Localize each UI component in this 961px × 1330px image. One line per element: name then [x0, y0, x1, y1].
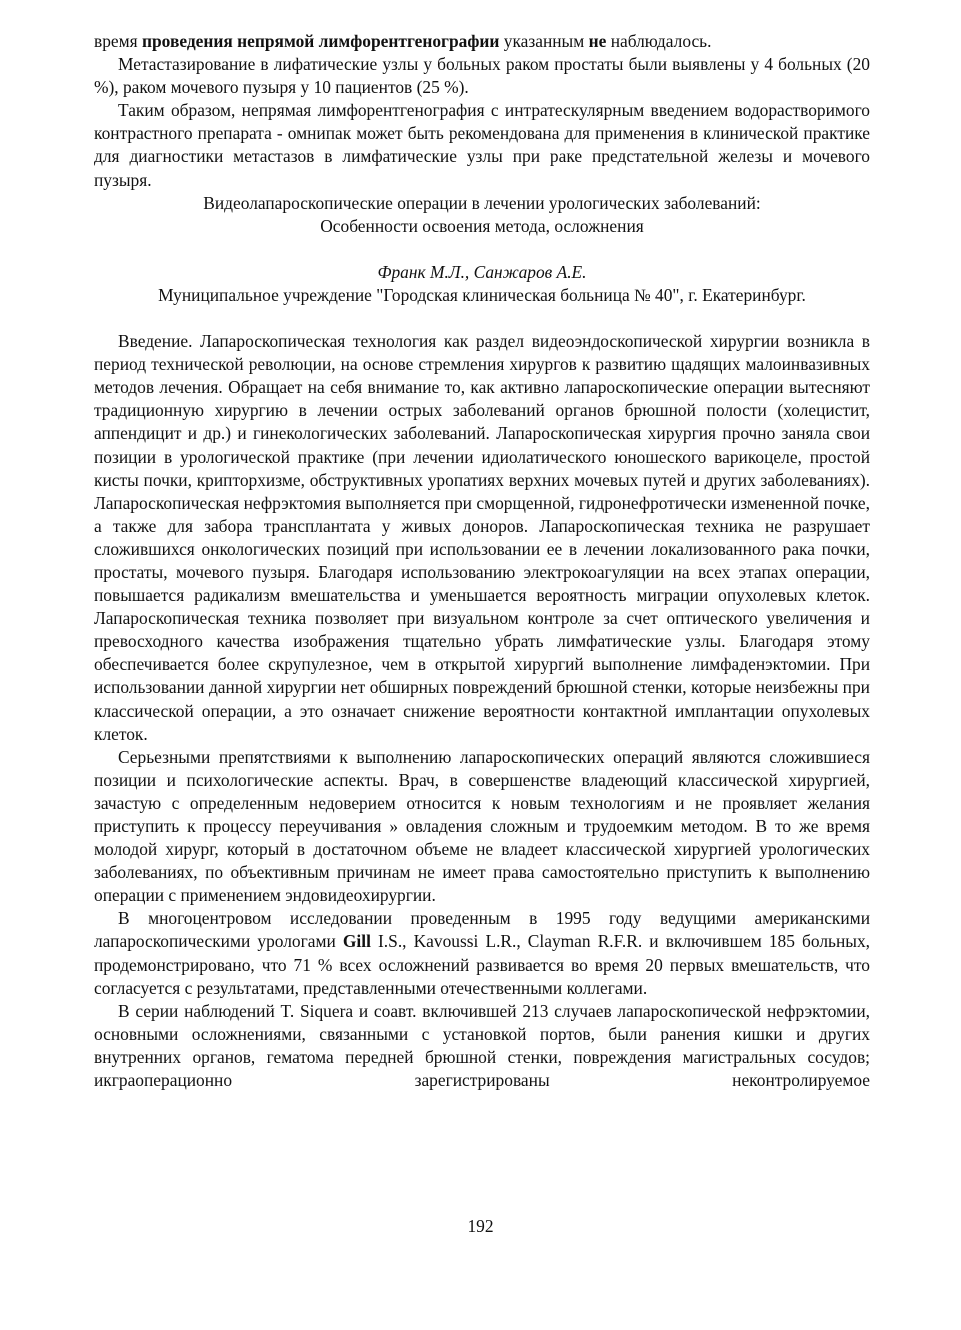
- article-title-line2: Особенности освоения метода, осложнения: [320, 215, 644, 236]
- paragraph-conclusion: Таким образом, непрямая лимфорентгенография с интратескулярным введением водорастворимого контрастного препарата - омнипак может быть рекомендована для применения в клинической практике для диагностики метастазов в лимфатические узлы при раке предстательной железы и мочевого пузыря.: [94, 100, 870, 190]
- paragraph-siquera-series: В серии наблюдений T. Siquera и соавт. включившей 213 случаев лапароскопической нефрэктомии, основными осложнениями, связанными с установкой портов, были ранения кишки и других внутренних органов, гематома передней брюшной стенки, повреждения магистральных сосудов; икграоперационно зарегистрированы неконтролируемое: [94, 1000, 870, 1091]
- bold-run: Gill: [342, 931, 371, 952]
- paragraph-obstacles: Серьезными препятствиями к выполнению лапароскопических операций являются сложившиеся позиции и психологические аспекты. Врач, в совершенстве владеющий классической хирургией, зачастую с определенным недоверием относится к новым технологиям и не проявляет желания приступить к процессу переучивания » овладения сложным и трудоемким методом. В то же время молодой хирург, который в достаточном объеме не владеет классической хирургией урологических заболеваниях, по объективным причинам не имеет права самостоятельно приступить к выполнению операции с применением эндовидеохирургии.: [94, 746, 870, 906]
- spacer: [94, 307, 870, 330]
- bold-run: проведения непрямой лимфорентгенографии: [141, 31, 500, 51]
- continuation-line: [94, 30, 870, 53]
- paragraph-introduction: Введение. Лапароскопическая технология как раздел видеоэндоскопической хирургии возникла в период технической революции, на основе стремления хирургов к развитию щадящих малоинвазивных методов лечения. Обращает на себя внимание то, как активно лапароскопические операции вытесняют традиционную хирургию в лечении острых заболеваний органов брюшной полости (холецистит, аппендицит и др.) и гинекологических заболеваний. Лапароскопическая хирургия прочно заняла свои позиции в урологической практике (при лечении идиолатического юношеского варикоцеле, простой кисты почки, крипторхизме, обструктивных уропатиях верхних мочевых путей и других заболеваниях). Лапароскопическая нефрэктомия выполняется при сморщенной, гидронефротически измененной почке, а также для забора трансплантата у живых доноров. Лапароскопическая техника не разрушает сложившихся онкологических позиций при использовании ее в лечении локализованного рака почки, простаты, мочевого пузыря. Благодаря использованию электрокоагуляции на всех этапах операции, повышается радикализм вмешательства и уменьшается вероятность миграции опухолевых клеток. Лапароскопическая техника позволяет при визуальном контроле за счет оптического увеличения и превосходного качества изображения тщательно убрать лимфатические узлы. Благодаря этому обеспечивается более скрупулезное, чем в открытой хирургий выполнение лимфаденэктомии. При использовании данной хирургии нет обширных повреждений брюшной стенки, которые неизбежны при классической операции, а это означает снижение вероятности контактной имплантации опухолевых клеток.: [94, 331, 870, 744]
- article-title-line1: Видеолапароскопические операции в лечении урологических заболеваний:: [203, 192, 761, 213]
- document-page: [94, 30, 870, 1092]
- article-authors: Франк М.Л., Санжаров А.Е.: [377, 261, 587, 282]
- paragraph-multicenter-study: [94, 907, 870, 999]
- text-run: наблюдалось.: [606, 31, 712, 51]
- bold-run: не: [588, 31, 607, 51]
- text-run: указанным: [499, 31, 589, 51]
- text-run: В многоцентровом исследовании проведенным в 1995 году ведущими американскими лапароскопическими урологами: [94, 908, 870, 952]
- paragraph-metastases: Метастазирование в лифатические узлы у больных раком простаты были выявлены у 4 больных (20 %), раком мочевого пузыря у 10 пациентов (25 %).: [94, 54, 870, 98]
- text-run: I.S., Kavoussi L.R., Clayman R.F.R. и включившем 185 больных, продемонстрировано, что 71 % всех осложнений развивается во время 20 первых вмешательств, что согласуется с результатами, представленными отечественными коллегами.: [94, 931, 870, 998]
- article-affiliation: Муниципальное учреждение "Городская клиническая больница № 40", г. Екатеринбург.: [158, 284, 806, 305]
- text-run: время: [94, 31, 142, 51]
- page-number: 192: [467, 1216, 494, 1236]
